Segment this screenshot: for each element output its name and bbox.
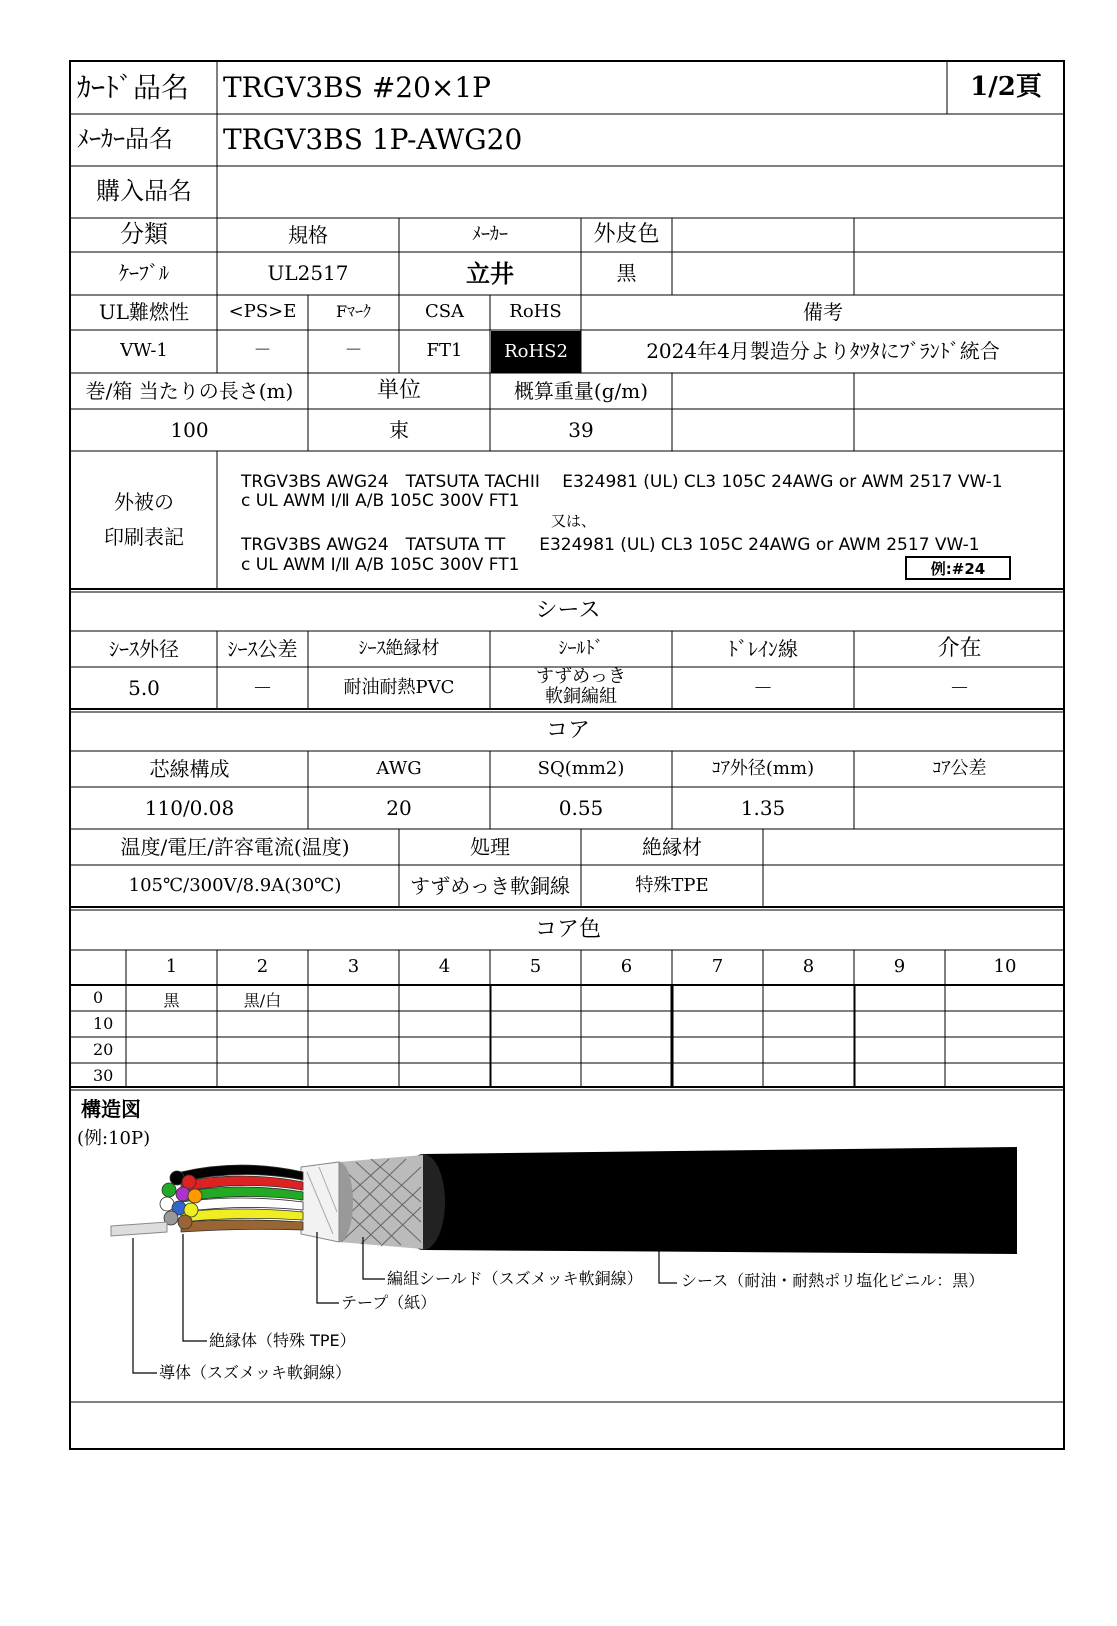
spec-sheet [69, 60, 1065, 1450]
filler-value: － [949, 675, 970, 700]
core-color-1: 黒 [163, 990, 180, 1010]
sheath-od-value: 5.0 [128, 675, 160, 700]
printing-example: 例:#24 [905, 556, 1011, 580]
jacket-color-value: 黒 [616, 261, 637, 285]
insulation-value: 特殊TPE [635, 874, 709, 896]
unit-value: 束 [389, 417, 409, 442]
filler-header: 介在 [937, 636, 982, 662]
standard-header: 規格 [288, 222, 328, 247]
length-header: 巻/箱 当たりの長さ(m) [85, 378, 294, 403]
sheath-tol-value: － [252, 675, 273, 700]
pse-header: <PS>E [228, 301, 297, 323]
category-header: 分類 [120, 220, 168, 249]
maker-name-value: TRGV3BS 1P-AWG20 [223, 123, 523, 157]
core-color-col-1: 1 [165, 956, 178, 978]
pse-value: － [253, 340, 272, 362]
maker-name-label: ﾒｰｶｰ品名 [77, 125, 173, 154]
rohs-header: RoHS [509, 301, 562, 323]
ul-flame-header: UL難燃性 [98, 300, 190, 324]
sheath-title: シース [535, 597, 601, 623]
label-conductor: 導体（スズメッキ軟銅線） [159, 1362, 352, 1382]
strand-header: 芯線構成 [149, 756, 230, 781]
diagram-example: (例:10P) [77, 1127, 151, 1149]
printing-line1: TRGV3BS AWG24 TATSUTA TACHII E324981 (UL) CL3 105C 24AWG or AWM 2517 VW-1 [241, 472, 1003, 492]
sheath-od-header: ｼｰｽ外径 [109, 636, 179, 661]
drain-header: ﾄﾞﾚｲﾝ線 [728, 636, 798, 661]
page-number: 1/2頁 [970, 72, 1042, 103]
sq-header: SQ(mm2) [537, 757, 625, 779]
drain-value: － [753, 675, 773, 700]
label-tape: テープ（紙） [341, 1292, 437, 1312]
core-title: コア [545, 718, 590, 744]
awg-value: 20 [386, 795, 412, 820]
temp-value: 105℃/300V/8.9A(30℃) [128, 874, 342, 896]
cable-diagram [111, 1147, 1017, 1373]
length-value: 100 [170, 417, 209, 442]
standard-value: UL2517 [267, 261, 349, 285]
insulation-header: 絶縁材 [642, 834, 702, 859]
core-od-header: ｺｱ外径(mm) [711, 757, 815, 779]
sheath-tol-header: ｼｰｽ公差 [227, 636, 298, 661]
weight-header: 概算重量(g/m) [513, 378, 649, 403]
fmark-header: Fﾏｰｸ [335, 302, 372, 322]
printing-label-line2: 印刷表記 [104, 524, 184, 549]
core-color-col-9: 9 [893, 956, 906, 978]
shield-value-line2: 軟銅編組 [545, 686, 617, 707]
jacket-color-header: 外皮色 [593, 222, 660, 248]
csa-value: FT1 [426, 340, 463, 362]
csa-header: CSA [424, 301, 465, 323]
core-od-value: 1.35 [740, 795, 786, 820]
treatment-value: すずめっき軟銅線 [410, 873, 570, 898]
shield-header: ｼｰﾙﾄﾞ [558, 637, 604, 659]
rohs-value: RoHS2 [491, 331, 581, 373]
core-color-col-7: 7 [711, 956, 724, 978]
core-color-row-20: 20 [93, 1039, 114, 1059]
ul-flame-value: VW-1 [120, 340, 168, 362]
core-color-col-6: 6 [620, 956, 633, 978]
core-color-row-30: 30 [93, 1065, 114, 1085]
printing-label-line1: 外被の [114, 489, 174, 514]
purchase-name-label: 購入品名 [96, 177, 192, 206]
printing-line4: c UL AWM Ⅰ/Ⅱ A/B 105C 300V FT1 [241, 555, 520, 575]
core-color-col-10: 10 [993, 956, 1017, 978]
weight-value: 39 [568, 417, 594, 442]
maker-value: 立井 [466, 258, 514, 288]
remarks-header: 備考 [803, 300, 843, 324]
core-color-2: 黒/白 [243, 990, 282, 1010]
category-value: ｹｰﾌﾞﾙ [119, 261, 169, 285]
remarks-value: 2024年4月製造分よりﾀﾂﾀにﾌﾞﾗﾝﾄﾞ統合 [646, 339, 1000, 363]
unit-header: 単位 [376, 378, 421, 404]
temp-header: 温度/電圧/許容電流(温度) [120, 834, 350, 859]
sq-value: 0.55 [558, 795, 604, 820]
grid-lines [71, 62, 1067, 1452]
card-name-value: TRGV3BS #20×1P [223, 71, 492, 105]
card-name-label: ｶｰﾄﾞ品名 [77, 71, 190, 105]
label-shield: 編組シールド（スズメッキ軟銅線） [387, 1268, 643, 1288]
label-insulation: 絶縁体（特殊 TPE） [209, 1330, 356, 1350]
sheath-material-header: ｼｰｽ絶縁材 [358, 637, 440, 659]
core-color-col-5: 5 [529, 956, 542, 978]
core-color-title: コア色 [534, 916, 601, 942]
core-color-col-2: 2 [256, 956, 269, 978]
sheath-material-value: 耐油耐熱PVC [343, 676, 455, 698]
core-color-col-8: 8 [802, 956, 815, 978]
printing-line2: c UL AWM Ⅰ/Ⅱ A/B 105C 300V FT1 [241, 491, 520, 511]
core-color-row-0: 0 [93, 987, 104, 1007]
shield-value-line1: すずめっき [536, 666, 626, 687]
printing-line3: TRGV3BS AWG24 TATSUTA TT E324981 (UL) CL3 105C 24AWG or AWM 2517 VW-1 [241, 535, 980, 555]
diagram-title: 構造図 [81, 1096, 141, 1121]
treatment-header: 処理 [470, 834, 510, 859]
printing-or: 又は、 [551, 512, 597, 530]
core-tol-header: ｺｱ公差 [932, 757, 987, 779]
maker-header: ﾒｰｶｰ [472, 223, 508, 245]
fmark-value: － [344, 340, 363, 362]
core-color-col-4: 4 [438, 956, 451, 978]
awg-header: AWG [376, 757, 422, 779]
strand-value: 110/0.08 [144, 795, 235, 820]
core-color-row-10: 10 [93, 1013, 114, 1033]
label-sheath: シース（耐油・耐熱ポリ塩化ビニル：黒） [681, 1270, 985, 1290]
core-color-col-3: 3 [347, 956, 360, 978]
